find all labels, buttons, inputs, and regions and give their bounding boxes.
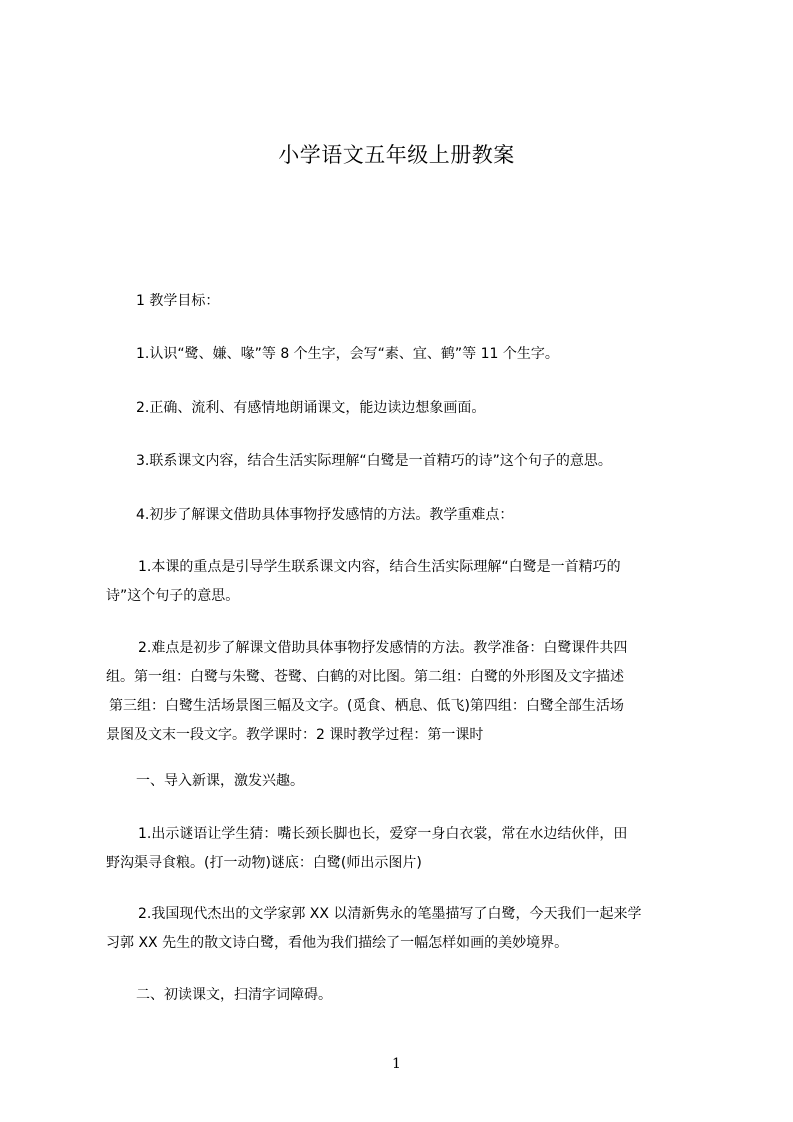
- paragraph-line: 4.初步了解课文借助具体事物抒发感情的方法。教学重难点：: [136, 507, 514, 523]
- objective-item-1: [136, 340, 736, 369]
- section-heading-intro: [136, 767, 736, 796]
- paragraph-line: 2.难点是初步了解课文借助具体事物抒发感情的方法。教学准备：白鹭课件共四: [138, 640, 628, 656]
- objective-item-3: [136, 447, 736, 476]
- paragraph-line: 1.认识“鹭、嫌、喙”等 8 个生字，会写“素、宜、鹤”等 11 个生字。: [136, 346, 559, 362]
- paragraph-line: 一、导入新课，激发兴趣。: [136, 773, 304, 789]
- paragraph-line: 1 教学目标：: [136, 293, 220, 309]
- key-point-paragraph: [106, 553, 706, 611]
- paragraph-line: 2.正确、流利、有感情地朗诵课文，能边读边想象画面。: [136, 400, 486, 416]
- paragraph-line: 1.本课的重点是引导学生联系课文内容，结合生活实际理解“白鹭是一首精巧的: [138, 559, 621, 575]
- objective-item-2: [136, 394, 736, 423]
- document-title: 小学语文五年级上册教案: [278, 143, 515, 167]
- paragraph-line: 1.出示谜语让学生猜：嘴长颈长脚也长，爱穿一身白衣裳，常在水边结伙伴，田: [138, 826, 628, 842]
- paragraph-line: 第三组：白鹭生活场景图三幅及文字。(觅食、栖息、低飞)第四组：白鹭全部生活场: [109, 698, 624, 714]
- section-heading-objectives: [136, 287, 736, 316]
- paragraph-line: 二、初读课文，扫清字词障碍。: [136, 987, 332, 1003]
- author-intro-paragraph: [106, 900, 706, 958]
- riddle-paragraph: [106, 820, 706, 878]
- paragraph-line: 野沟渠寻食粮。(打一动物)谜底：白鹭(师出示图片): [106, 855, 422, 871]
- section-heading-first-reading: [136, 981, 736, 1010]
- paragraph-line: 景图及文末一段文字。教学课时：2 课时教学过程：第一课时: [106, 727, 484, 743]
- page-number: 1: [392, 1056, 401, 1072]
- paragraph-line: 2.我国现代杰出的文学家郭 XX 以清新隽永的笔墨描写了白鹭，今天我们一起来学: [138, 906, 642, 922]
- paragraph-line: 3.联系课文内容，结合生活实际理解“白鹭是一首精巧的诗”这个句子的意思。: [136, 453, 612, 469]
- objective-item-4: [136, 501, 736, 530]
- paragraph-line: 诗”这个句子的意思。: [106, 588, 240, 604]
- paragraph-line: 组。第一组：白鹭与朱鹭、苍鹭、白鹤的对比图。第二组：白鹭的外形图及文字描述: [106, 669, 624, 685]
- paragraph-line: 习郭 XX 先生的散文诗白鹭，看他为我们描绘了一幅怎样如画的美妙境界。: [106, 935, 569, 951]
- difficulty-preparation-paragraph: [106, 634, 706, 750]
